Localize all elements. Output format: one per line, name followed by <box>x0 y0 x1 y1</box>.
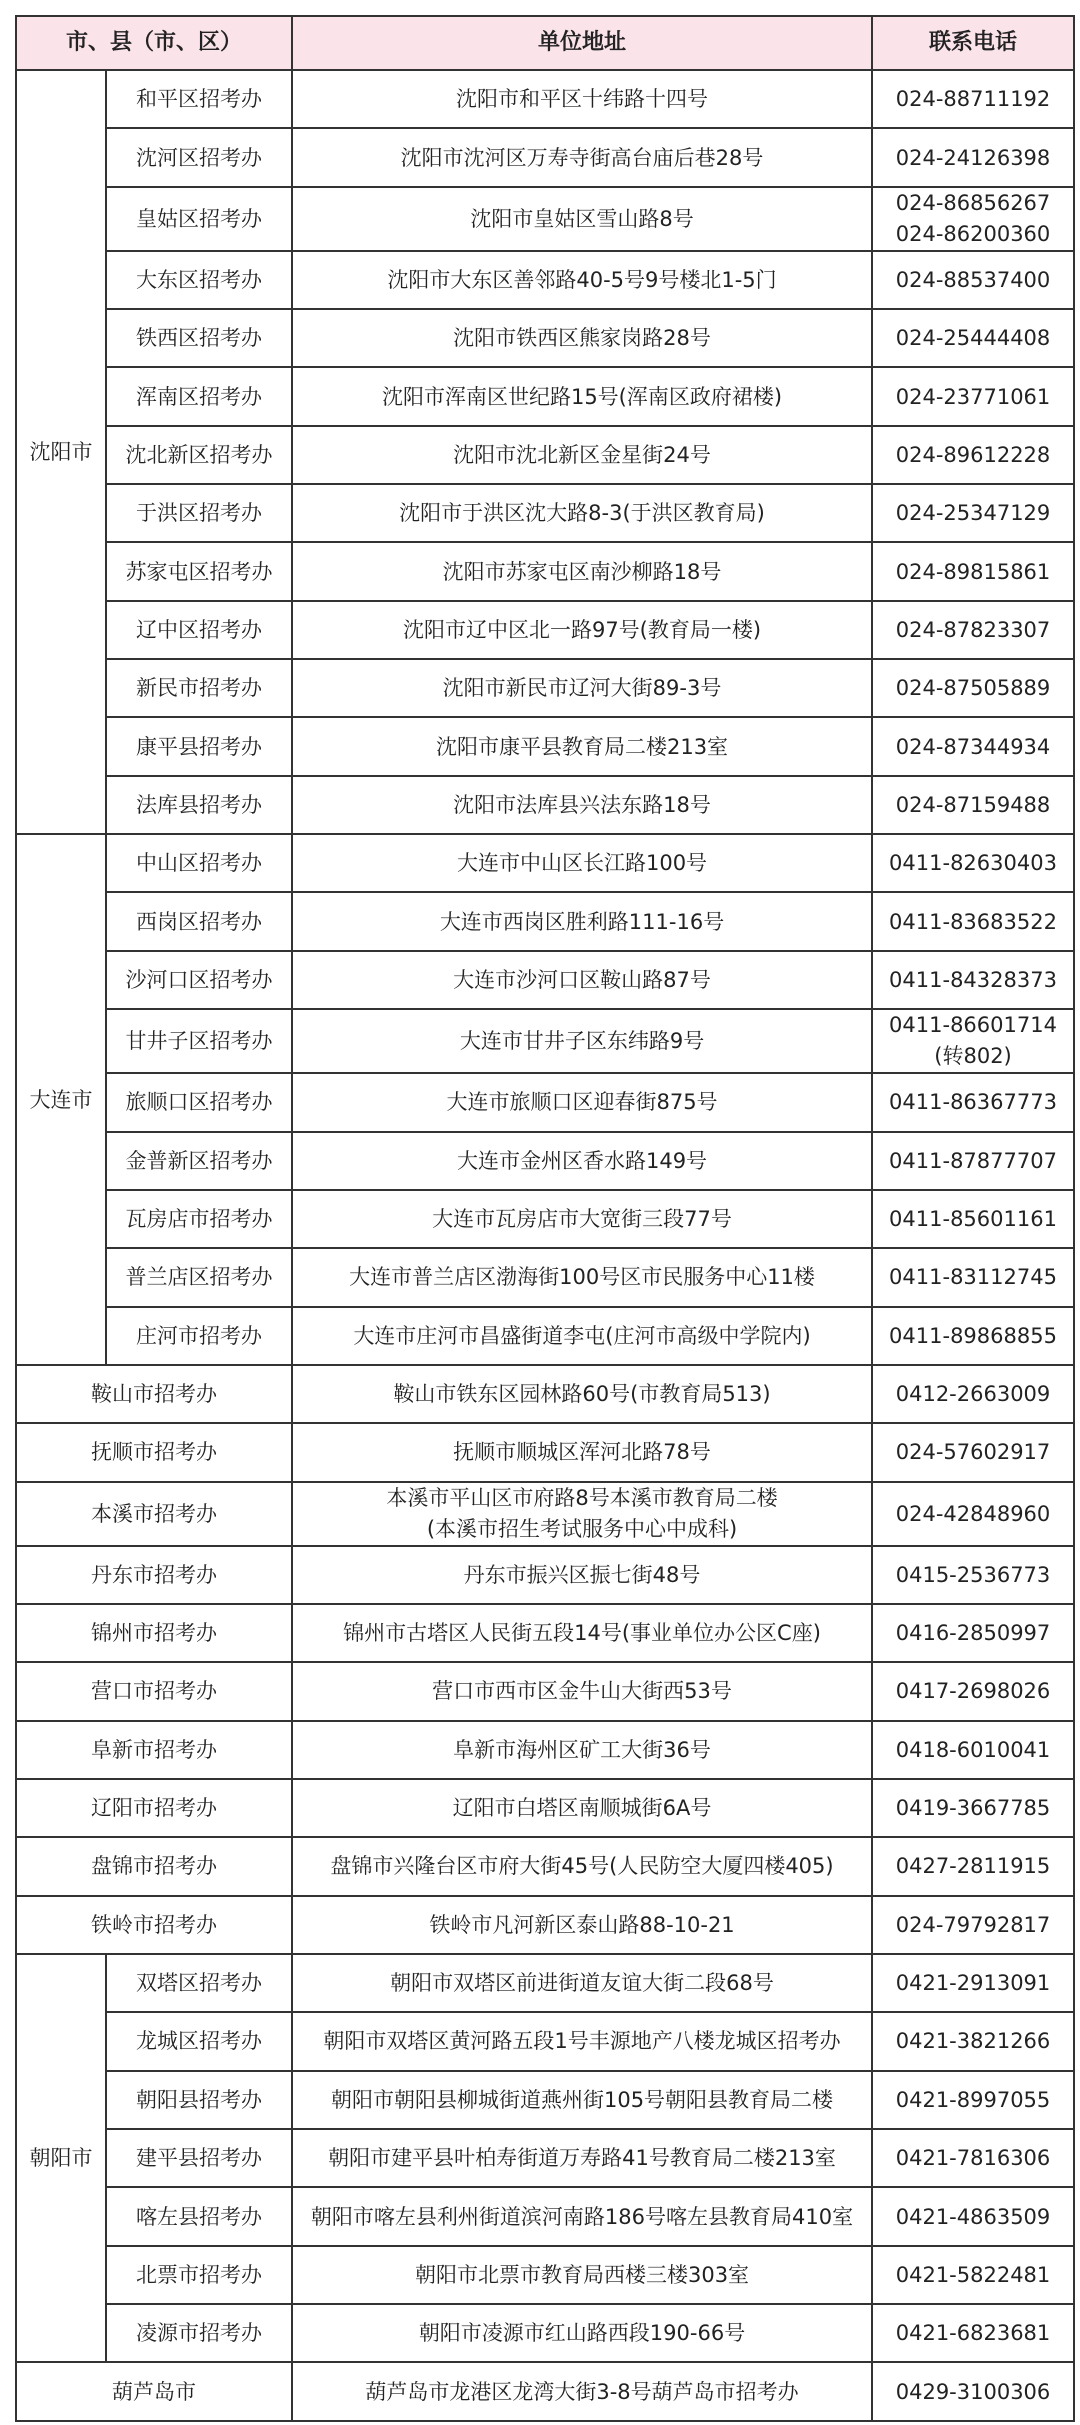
table-row <box>16 1604 1074 1662</box>
office-cell: 辽阳市招考办 <box>16 1779 292 1837</box>
office-cell: 普兰店区招考办 <box>106 1248 292 1306</box>
table-row <box>16 1779 1074 1837</box>
table-row <box>16 1009 1074 1073</box>
address-cell: 大连市甘井子区东纬路9号 <box>292 1009 872 1073</box>
address-cell: 沈阳市和平区十纬路十四号 <box>292 70 872 128</box>
address-cell: 抚顺市顺城区浑河北路78号 <box>292 1423 872 1481</box>
address-cell: 沈阳市皇姑区雪山路8号 <box>292 187 872 251</box>
address-cell: 沈阳市沈北新区金星街24号 <box>292 426 872 484</box>
office-cell: 龙城区招考办 <box>106 2012 292 2070</box>
address-cell: 朝阳市凌源市红山路西段190-66号 <box>292 2304 872 2362</box>
phone-cell: 024-87505889 <box>872 659 1074 717</box>
office-cell: 康平县招考办 <box>106 717 292 775</box>
address-cell: 朝阳市北票市教育局西楼三楼303室 <box>292 2246 872 2304</box>
office-cell: 苏家屯区招考办 <box>106 542 292 600</box>
office-cell: 浑南区招考办 <box>106 367 292 425</box>
office-cell: 法库县招考办 <box>106 776 292 834</box>
phone-cell: 0411-82630403 <box>872 834 1074 892</box>
phone-cell: 0411-89868855 <box>872 1307 1074 1365</box>
address-cell: 沈阳市新民市辽河大街89-3号 <box>292 659 872 717</box>
phone-cell: 0418-6010041 <box>872 1721 1074 1779</box>
phone-cell: 0411-86367773 <box>872 1073 1074 1131</box>
office-cell: 新民市招考办 <box>106 659 292 717</box>
phone-cell: 0421-4863509 <box>872 2187 1074 2245</box>
phone-cell: 024-88537400 <box>872 251 1074 309</box>
address-cell: 沈阳市浑南区世纪路15号(浑南区政府裙楼) <box>292 367 872 425</box>
table-row <box>16 951 1074 1009</box>
office-cell: 盘锦市招考办 <box>16 1837 292 1895</box>
address-cell: 大连市庄河市昌盛街道李屯(庄河市高级中学院内) <box>292 1307 872 1365</box>
address-cell: 沈阳市苏家屯区南沙柳路18号 <box>292 542 872 600</box>
address-cell: 大连市普兰店区渤海街100号区市民服务中心11楼 <box>292 1248 872 1306</box>
phone-cell: 024-89612228 <box>872 426 1074 484</box>
phone-cell: 0429-3100306 <box>872 2362 1074 2420</box>
address-cell: 丹东市振兴区振七街48号 <box>292 1546 872 1604</box>
address-cell: 大连市中山区长江路100号 <box>292 834 872 892</box>
phone-cell: 0411-85601161 <box>872 1190 1074 1248</box>
table-row <box>16 1546 1074 1604</box>
office-cell: 和平区招考办 <box>106 70 292 128</box>
address-cell: 沈阳市法库县兴法东路18号 <box>292 776 872 834</box>
office-cell: 大东区招考办 <box>106 251 292 309</box>
phone-cell: 0421-3821266 <box>872 2012 1074 2070</box>
office-cell: 沈北新区招考办 <box>106 426 292 484</box>
office-cell: 庄河市招考办 <box>106 1307 292 1365</box>
address-line-2: (本溪市招生考试服务中心中成科) <box>426 1516 738 1541</box>
address-cell: 大连市瓦房店市大宽街三段77号 <box>292 1190 872 1248</box>
office-cell: 葫芦岛市 <box>16 2362 292 2420</box>
phone-cell: 024-87823307 <box>872 601 1074 659</box>
address-cell: 锦州市古塔区人民街五段14号(事业单位办公区C座) <box>292 1604 872 1662</box>
address-cell: 铁岭市凡河新区泰山路88-10-21 <box>292 1896 872 1954</box>
address-cell: 盘锦市兴隆台区市府大街45号(人民防空大厦四楼405) <box>292 1837 872 1895</box>
office-cell: 沈河区招考办 <box>106 128 292 186</box>
address-cell: 沈阳市沈河区万寿寺街高台庙后巷28号 <box>292 128 872 186</box>
office-cell: 北票市招考办 <box>106 2246 292 2304</box>
table-row <box>16 1423 1074 1481</box>
table-row <box>16 367 1074 425</box>
phone-cell: 024-23771061 <box>872 367 1074 425</box>
phone-cell: 0421-7816306 <box>872 2129 1074 2187</box>
table-row <box>16 1482 1074 1546</box>
header-phone: 联系电话 <box>872 16 1074 70</box>
table-row <box>16 542 1074 600</box>
address-cell: 沈阳市于洪区沈大路8-3(于洪区教育局) <box>292 484 872 542</box>
address-cell: 葫芦岛市龙港区龙湾大街3-8号葫芦岛市招考办 <box>292 2362 872 2420</box>
address-cell: 辽阳市白塔区南顺城街6A号 <box>292 1779 872 1837</box>
address-cell: 大连市金州区香水路149号 <box>292 1132 872 1190</box>
office-cell: 本溪市招考办 <box>16 1482 292 1546</box>
office-cell: 金普新区招考办 <box>106 1132 292 1190</box>
office-cell: 皇姑区招考办 <box>106 187 292 251</box>
table-row <box>16 1721 1074 1779</box>
address-cell: 沈阳市铁西区熊家岗路28号 <box>292 309 872 367</box>
table-row <box>16 128 1074 186</box>
phone-cell: 0411-87877707 <box>872 1132 1074 1190</box>
table-row <box>16 1073 1074 1131</box>
phone-cell: 0416-2850997 <box>872 1604 1074 1662</box>
address-cell: 朝阳市朝阳县柳城街道燕州街105号朝阳县教育局二楼 <box>292 2071 872 2129</box>
phone-cell: 024-24126398 <box>872 128 1074 186</box>
office-cell: 瓦房店市招考办 <box>106 1190 292 1248</box>
header-row <box>16 16 1074 70</box>
office-cell: 丹东市招考办 <box>16 1546 292 1604</box>
address-cell: 鞍山市铁东区园林路60号(市教育局513) <box>292 1365 872 1423</box>
table-row <box>16 70 1074 128</box>
phone-line-2: 024-86200360 <box>895 221 1051 246</box>
phone-cell: 024-79792817 <box>872 1896 1074 1954</box>
table-row <box>16 1954 1074 2012</box>
city-cell-chaoyang: 朝阳市 <box>16 1954 106 2362</box>
office-cell: 辽中区招考办 <box>106 601 292 659</box>
address-cell: 朝阳市双塔区黄河路五段1号丰源地产八楼龙城区招考办 <box>292 2012 872 2070</box>
table-row <box>16 2012 1074 2070</box>
address-cell: 营口市西市区金牛山大街西53号 <box>292 1662 872 1720</box>
address-cell: 朝阳市双塔区前进街道友谊大街二段68号 <box>292 1954 872 2012</box>
phone-cell: 024-42848960 <box>872 1482 1074 1546</box>
phone-cell: 024-25444408 <box>872 309 1074 367</box>
table-row <box>16 1190 1074 1248</box>
address-line-1: 本溪市平山区市府路8号本溪市教育局二楼 <box>386 1485 778 1510</box>
exam-office-table <box>15 15 1075 2422</box>
phone-cell: 024-57602917 <box>872 1423 1074 1481</box>
table-row <box>16 1837 1074 1895</box>
phone-cell: 0427-2811915 <box>872 1837 1074 1895</box>
address-cell: 阜新市海州区矿工大街36号 <box>292 1721 872 1779</box>
address-cell: 沈阳市辽中区北一路97号(教育局一楼) <box>292 601 872 659</box>
header-region: 市、县（市、区） <box>16 16 292 70</box>
office-cell: 铁岭市招考办 <box>16 1896 292 1954</box>
table-row <box>16 892 1074 950</box>
table-row <box>16 2129 1074 2187</box>
office-cell: 中山区招考办 <box>106 834 292 892</box>
address-cell: 朝阳市建平县叶柏寿街道万寿路41号教育局二楼213室 <box>292 2129 872 2187</box>
office-cell: 于洪区招考办 <box>106 484 292 542</box>
table-row <box>16 309 1074 367</box>
phone-line-1: 024-86856267 <box>895 190 1051 215</box>
phone-cell: 0411-83112745 <box>872 1248 1074 1306</box>
table-row <box>16 1896 1074 1954</box>
city-cell-shenyang: 沈阳市 <box>16 70 106 834</box>
address-cell: 朝阳市喀左县利州街道滨河南路186号喀左县教育局410室 <box>292 2187 872 2245</box>
phone-cell: 024-25347129 <box>872 484 1074 542</box>
address-cell <box>292 1482 872 1546</box>
office-cell: 甘井子区招考办 <box>106 1009 292 1073</box>
office-cell: 抚顺市招考办 <box>16 1423 292 1481</box>
table-row <box>16 2071 1074 2129</box>
phone-cell: 024-89815861 <box>872 542 1074 600</box>
phone-cell: 0419-3667785 <box>872 1779 1074 1837</box>
phone-cell: 0411-83683522 <box>872 892 1074 950</box>
header-address: 单位地址 <box>292 16 872 70</box>
phone-cell: 024-87344934 <box>872 717 1074 775</box>
address-cell: 沈阳市康平县教育局二楼213室 <box>292 717 872 775</box>
office-cell: 鞍山市招考办 <box>16 1365 292 1423</box>
table-row <box>16 1365 1074 1423</box>
office-cell: 铁西区招考办 <box>106 309 292 367</box>
table-row <box>16 1662 1074 1720</box>
office-cell: 朝阳县招考办 <box>106 2071 292 2129</box>
table-row <box>16 717 1074 775</box>
phone-cell: 0412-2663009 <box>872 1365 1074 1423</box>
table-row <box>16 776 1074 834</box>
phone-line-1: 0411-86601714 <box>889 1013 1057 1038</box>
office-cell: 西岗区招考办 <box>106 892 292 950</box>
address-cell: 大连市旅顺口区迎春街875号 <box>292 1073 872 1131</box>
table-row <box>16 251 1074 309</box>
office-cell: 营口市招考办 <box>16 1662 292 1720</box>
phone-cell: 0415-2536773 <box>872 1546 1074 1604</box>
office-cell: 双塔区招考办 <box>106 1954 292 2012</box>
phone-cell: 0421-8997055 <box>872 2071 1074 2129</box>
table-row <box>16 1307 1074 1365</box>
table-row <box>16 2304 1074 2362</box>
office-cell: 沙河口区招考办 <box>106 951 292 1009</box>
phone-cell: 0421-6823681 <box>872 2304 1074 2362</box>
table-row <box>16 1132 1074 1190</box>
phone-cell: 024-88711192 <box>872 70 1074 128</box>
table-row <box>16 426 1074 484</box>
phone-cell <box>872 1009 1074 1073</box>
phone-cell <box>872 187 1074 251</box>
office-cell: 阜新市招考办 <box>16 1721 292 1779</box>
phone-cell: 0411-84328373 <box>872 951 1074 1009</box>
phone-cell: 0421-5822481 <box>872 2246 1074 2304</box>
table-row <box>16 187 1074 251</box>
city-cell-dalian: 大连市 <box>16 834 106 1365</box>
phone-cell: 0417-2698026 <box>872 1662 1074 1720</box>
phone-cell: 0421-2913091 <box>872 1954 1074 2012</box>
office-cell: 旅顺口区招考办 <box>106 1073 292 1131</box>
address-cell: 大连市西岗区胜利路111-16号 <box>292 892 872 950</box>
table-row <box>16 2362 1074 2420</box>
address-cell: 沈阳市大东区善邻路40-5号9号楼北1-5门 <box>292 251 872 309</box>
table-row <box>16 2246 1074 2304</box>
table-row <box>16 834 1074 892</box>
office-cell: 建平县招考办 <box>106 2129 292 2187</box>
office-cell: 凌源市招考办 <box>106 2304 292 2362</box>
table-row <box>16 2187 1074 2245</box>
office-cell: 锦州市招考办 <box>16 1604 292 1662</box>
phone-line-2: (转802) <box>934 1044 1012 1069</box>
table-row <box>16 659 1074 717</box>
table-row <box>16 484 1074 542</box>
office-cell: 喀左县招考办 <box>106 2187 292 2245</box>
table-row <box>16 1248 1074 1306</box>
address-cell: 大连市沙河口区鞍山路87号 <box>292 951 872 1009</box>
phone-cell: 024-87159488 <box>872 776 1074 834</box>
table-row <box>16 601 1074 659</box>
